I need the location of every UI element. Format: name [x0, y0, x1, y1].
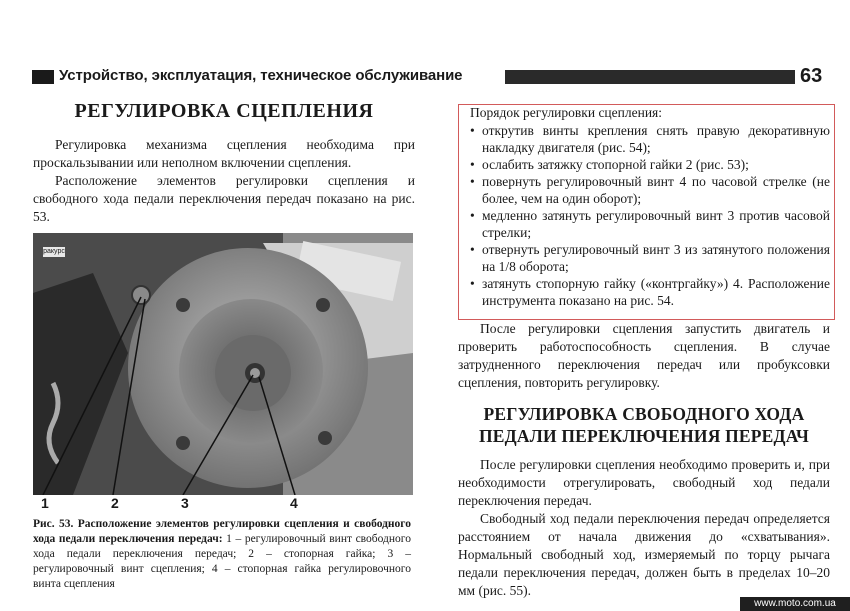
bullet: •: [470, 242, 475, 257]
list-item: [470, 173, 830, 207]
bullet: •: [470, 123, 475, 138]
paragraph: Расположение элементов регулировки сцепления и свободного хода педали переключения передач показано на рис. 53.: [33, 173, 415, 224]
section-title-line: ПЕДАЛИ ПЕРЕКЛЮЧЕНИЯ ПЕРЕДАЧ: [478, 426, 810, 446]
list-item: [470, 241, 830, 275]
procedure-steps: [470, 122, 830, 309]
paragraph: После регулировки сцепления необходимо проверить и, при необходимости отрегулировать, свободный ход педали переключения передач.: [458, 457, 830, 508]
list-item: [470, 122, 830, 156]
list-item: [470, 207, 830, 241]
pedal-free-play-text: [458, 456, 830, 600]
paragraph: Свободный ход педали переключения передач определяется расстоянием от начала движения до «схватывания». Нормальный свободный ход, измеряемый по торцу рычага педали переключения передач, должен быть в пределах 10–20 мм (рис. 55).: [458, 511, 830, 598]
bullet: •: [470, 276, 475, 291]
section-title-pedal: [458, 403, 830, 447]
page-header: [32, 65, 832, 87]
figure-callouts: [33, 495, 413, 513]
procedure-title: Порядок регулировки сцепления:: [470, 105, 663, 120]
header-marker: [32, 70, 54, 84]
paragraph: Регулировка механизма сцепления необходима при проскальзывании или неполном включении сцепления.: [33, 137, 415, 170]
list-item: [470, 156, 830, 173]
left-intro: [33, 136, 415, 226]
page-number: 63: [800, 65, 823, 87]
footer-watermark: www.moto.com.ua: [740, 597, 850, 611]
header-title: Устройство, эксплуатация, техническое обслуживание: [59, 67, 463, 84]
caption-text: 1 – регулировочный винт свободного хода педали переключения передач; 2 – стопорная гайка; 3 – регулировочный винт сцепления; 4 – стопорная гайка регулировочного винта сцепления: [33, 533, 411, 590]
step-text: отвернуть регулировочный винт 3 из затянутого положения на 1/8 оборота;: [482, 242, 830, 274]
section-title-line: РЕГУЛИРОВКА СВОБОДНОГО ХОДА: [483, 404, 805, 424]
callout-1: 1: [41, 495, 49, 511]
step-text: открутив винты крепления снять правую декоративную накладку двигателя (рис. 54);: [482, 123, 830, 155]
procedure-list-block: [470, 104, 830, 309]
step-text: медленно затянуть регулировочный винт 3 против часовой стрелки;: [482, 208, 830, 240]
callout-3: 3: [181, 495, 189, 511]
callout-4: 4: [290, 495, 298, 511]
after-adjustment-text: [458, 320, 830, 392]
bullet: •: [470, 174, 475, 189]
step-text: затянуть стопорную гайку («контргайку») 4. Расположение инструмента показано на рис. 54.: [482, 276, 830, 308]
figure-caption: [33, 517, 411, 592]
figure-53-photo: [33, 233, 413, 495]
bullet: •: [470, 208, 475, 223]
left-column: [33, 100, 415, 224]
section-title-clutch: РЕГУЛИРОВКА СЦЕПЛЕНИЯ: [74, 100, 374, 122]
callout-2: 2: [111, 495, 119, 511]
bullet: •: [470, 157, 475, 172]
step-text: ослабить затяжку стопорной гайки 2 (рис. 53);: [482, 157, 749, 172]
photo-logo: ракурс: [43, 248, 65, 255]
engine-photo-illustration: [33, 233, 413, 495]
list-item: [470, 275, 830, 309]
header-bar: [505, 70, 795, 84]
paragraph: После регулировки сцепления запустить двигатель и проверить работоспособность сцепления. В случае затрудненного переключения передач или пробуксовки сцепления, повторить регулировку.: [458, 321, 830, 390]
caption-bold: Рис. 53. Расположение элементов регулировки сцепления и свободного хода педали переключения передач:: [33, 518, 411, 545]
step-text: повернуть регулировочный винт 4 по часовой стрелке (не более, чем на один оборот);: [482, 174, 830, 206]
